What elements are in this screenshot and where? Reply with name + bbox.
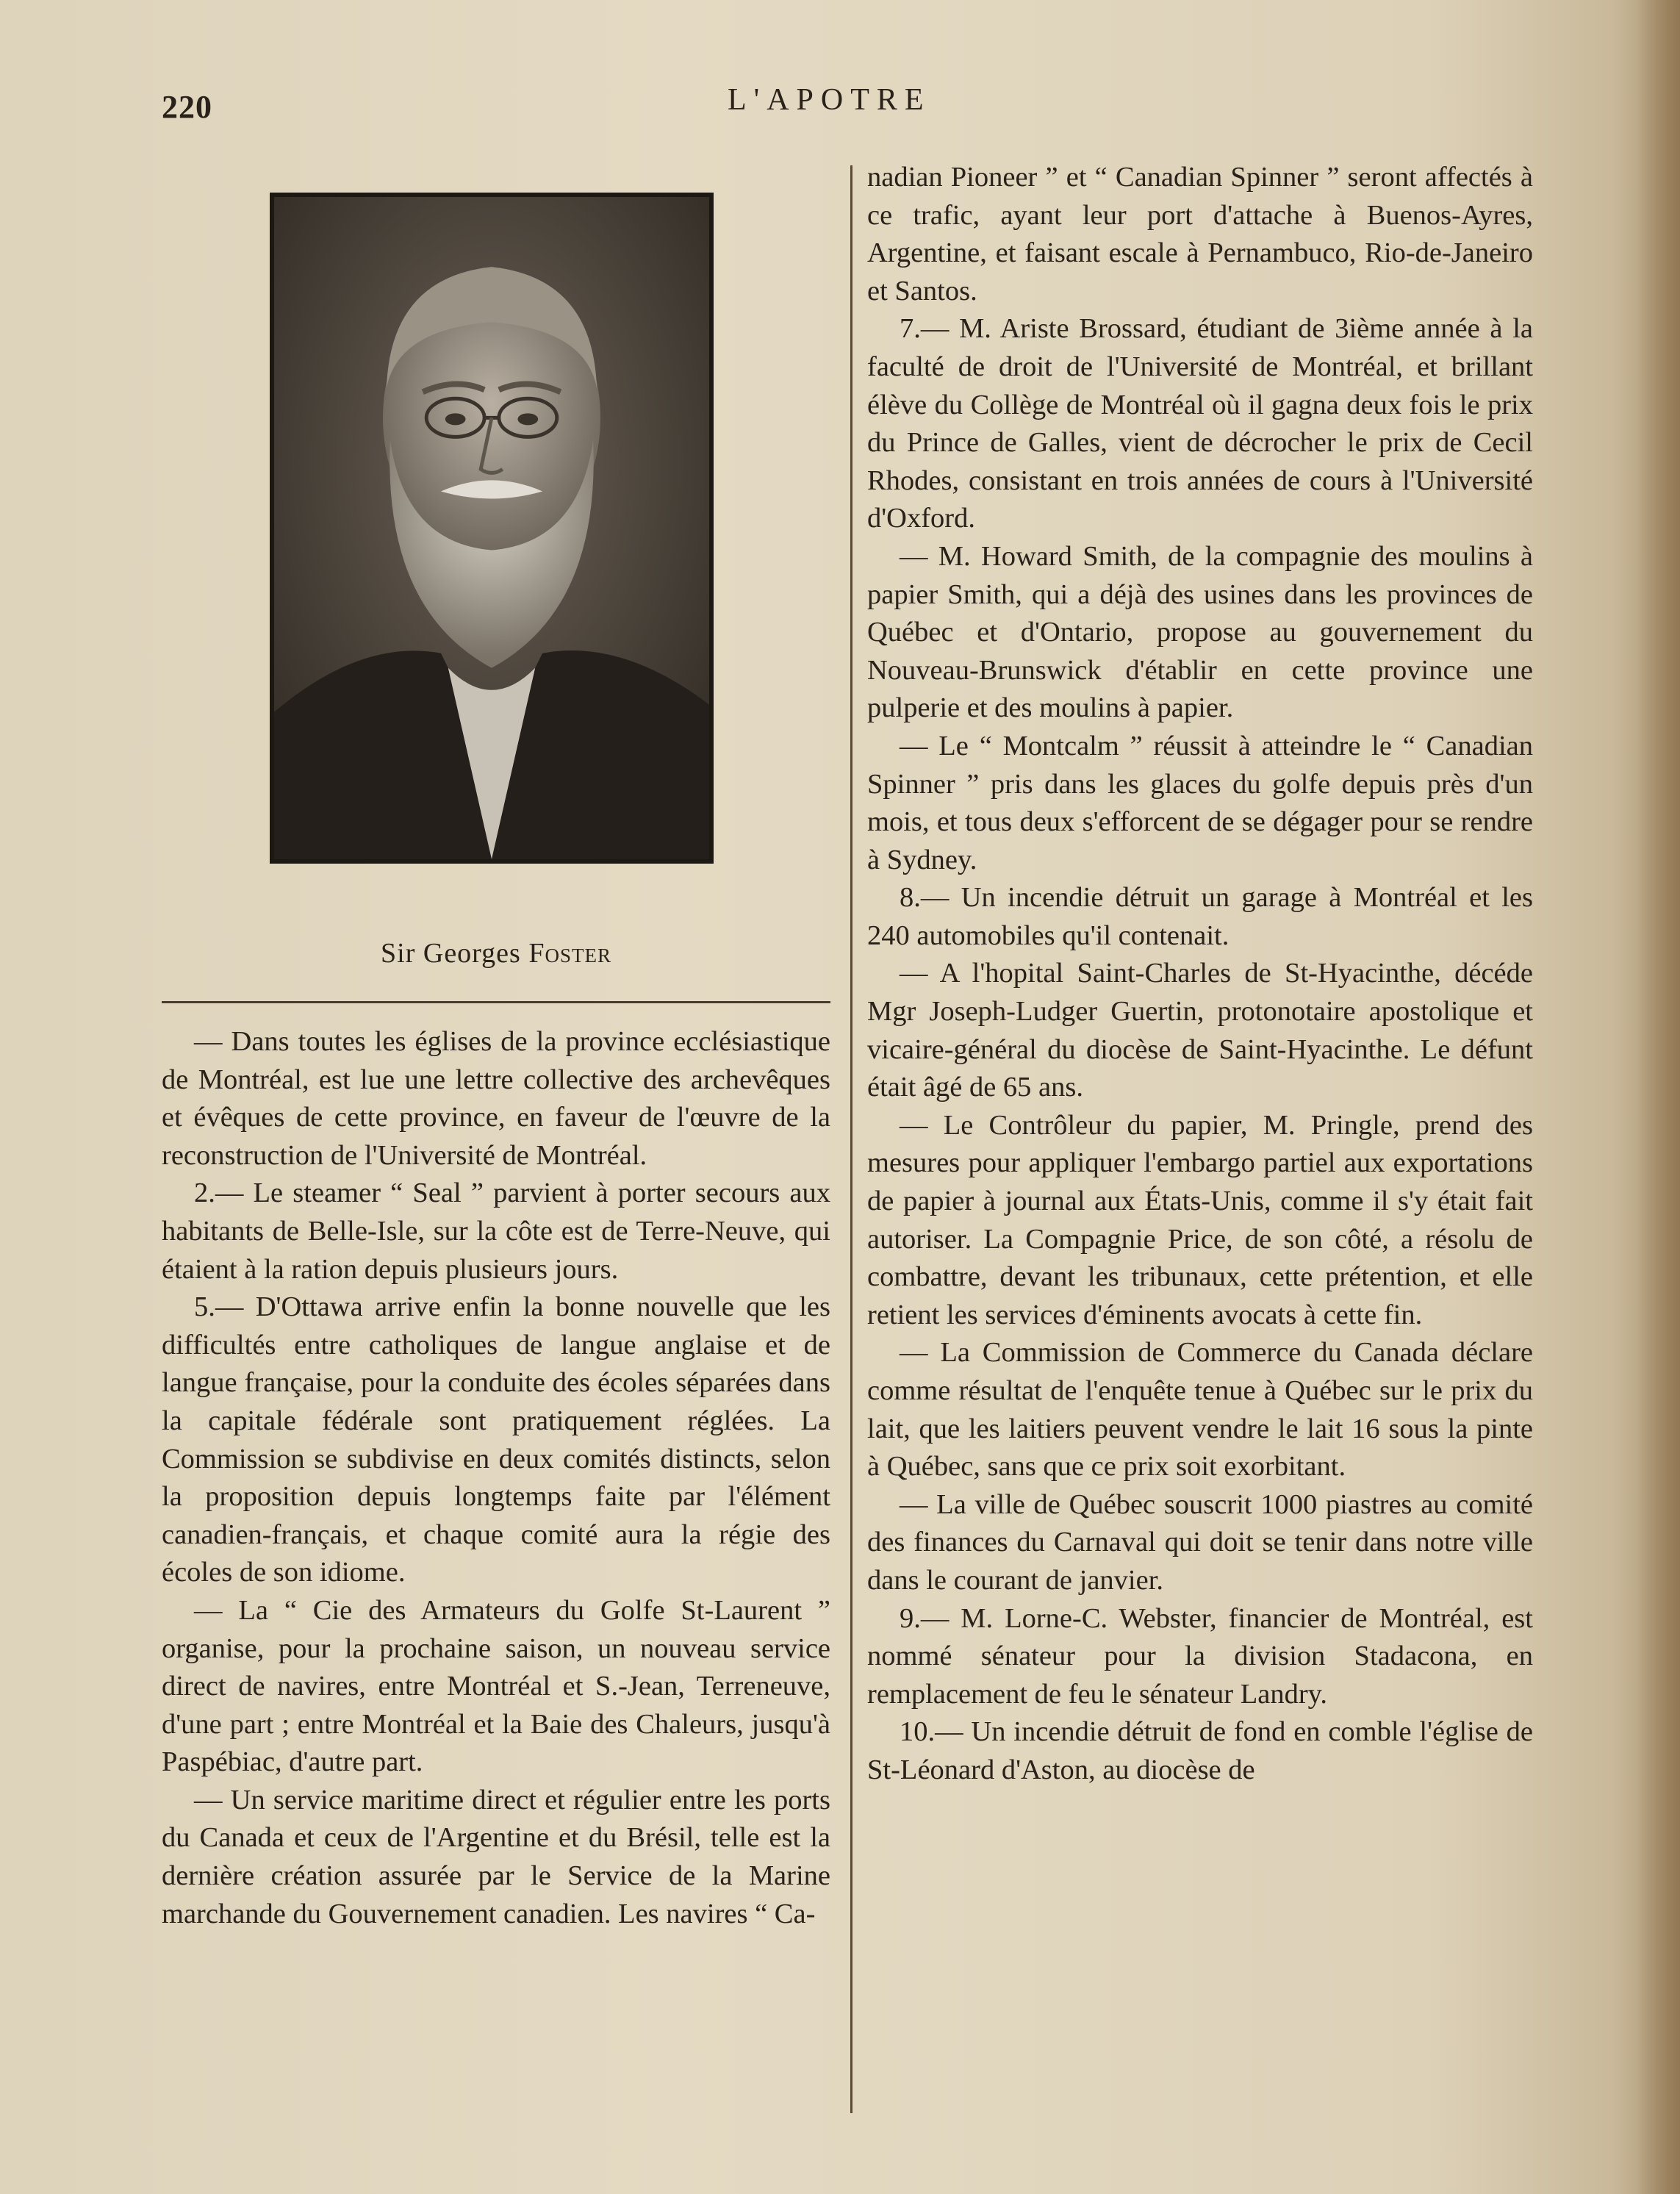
caption-surname: Foster	[528, 938, 611, 969]
paragraph: nadian Pioneer ” et “ Canadian Spinner ” seront affectés à ce trafic, ayant leur port d'attache à Buenos-Ayres, Argentine, et faisant escale à Pernambuco, Rio-de-Janeiro et Santos.	[867, 162, 1533, 306]
paragraph: — La ville de Québec souscrit 1000 piastres au comité des finances du Carnaval qui doit se tenir dans notre ville dans le courant de janvier.	[867, 1488, 1533, 1596]
paragraph: 9.— M. Lorne-C. Webster, financier de Montréal, est nommé sénateur pour la division Stadacona, en remplacement de feu le sénateur Landry.	[867, 1602, 1533, 1710]
paragraph: 8.— Un incendie détruit un garage à Montréal et les 240 automobiles qu'il contenait.	[867, 882, 1533, 951]
paragraph: 5.— D'Ottawa arrive enfin la bonne nouvelle que les difficultés entre catholiques de langue anglaise et de langue française, pour la conduite des écoles séparées dans la capitale fédérale sont pratiquement réglées. La Commission se subdivise en deux comités distincts, selon la proposition depuis longtemps faite par l'élément canadien-français, et chaque comité aura la régie des écoles de son idiome.	[162, 1291, 830, 1588]
paragraph: — Un service maritime direct et régulier entre les ports du Canada et ceux de l'Argentine et du Brésil, telle est la dernière création assurée par le Service de la Marine marchande du Gouvernement canadien. Les navires “ Ca-	[162, 1784, 830, 1929]
paragraph: — Le “ Montcalm ” réussit à atteindre le “ Canadian Spinner ” pris dans les glaces du golfe depuis près d'un mois, et tous deux s'efforcent de se dégager pour se rendre à Sydney.	[867, 730, 1533, 875]
running-head: L'APOTRE	[728, 83, 931, 117]
paragraph: — La Commission de Commerce du Canada déclare comme résultat de l'enquête tenue à Québec sur le prix du lait, que les laitiers peuvent vendre le lait 16 sous la pinte à Québec, sans que ce prix soit exorbitant.	[867, 1337, 1533, 1483]
paragraph: — Dans toutes les églises de la province ecclésiastique de Montréal, est lue une lettre collective des archevêques et évêques de cette province, en faveur de l'œuvre de la reconstruction de l'Université de Montréal.	[162, 1026, 830, 1171]
paragraph: 2.— Le steamer “ Seal ” parvient à porter secours aux habitants de Belle-Isle, sur la côte est de Terre-Neuve, qui étaient à la ration depuis plusieurs jours.	[162, 1177, 830, 1285]
left-column	[162, 1023, 830, 1933]
paragraph: — Le Contrôleur du papier, M. Pringle, prend des mesures pour appliquer l'embargo partiel aux exportations de papier à journal aux États-Unis, comme il s'y était fait autoriser. La Compagnie Price, de son côté, a résolu de combattre, devant les tribunaux, cette prétention, et elle retient les services d'éminents avocats à cette fin.	[867, 1109, 1533, 1330]
figure-caption	[162, 937, 830, 969]
paragraph: — A l'hopital Saint-Charles de St-Hyacinthe, décéde Mgr Joseph-Ludger Guertin, protonotaire apostolique et vicaire-général du diocèse de Saint-Hyacinthe. Le défunt était âgé de 65 ans.	[867, 958, 1533, 1103]
section-divider	[162, 1001, 830, 1003]
portrait-image	[274, 197, 709, 859]
paragraph: — M. Howard Smith, de la compagnie des moulins à papier Smith, qui a déjà des usines dans les provinces de Québec et d'Ontario, propose au gouvernement du Nouveau-Brunswick d'établir en cette province une pulperie et des moulins à papier.	[867, 540, 1533, 724]
portrait-photo	[270, 193, 714, 864]
right-column	[867, 159, 1533, 1790]
page-number: 220	[162, 89, 212, 125]
paragraph: — La “ Cie des Armateurs du Golfe St-Laurent ” organise, pour la prochaine saison, un nouveau service direct de navires, entre Montréal et S.-Jean, Terreneuve, d'une part ; entre Montréal et la Baie des Chaleurs, jusqu'à Paspébiac, d'autre part.	[162, 1594, 830, 1778]
paragraph: 10.— Un incendie détruit de fond en comble l'église de St-Léonard d'Aston, au diocèse de	[867, 1716, 1533, 1785]
paragraph: 7.— M. Ariste Brossard, étudiant de 3ième année à la faculté de droit de l'Université de Montréal, et brillant élève du Collège de Montréal où il gagna deux fois le prix du Prince de Galles, vient de décrocher le prix de Cecil Rhodes, consistant en trois années de cours à l'Université d'Oxford.	[867, 313, 1533, 534]
caption-given-name: Sir Georges	[381, 938, 521, 969]
column-rule	[850, 165, 852, 2113]
page-edge-shadow	[1636, 0, 1680, 2194]
